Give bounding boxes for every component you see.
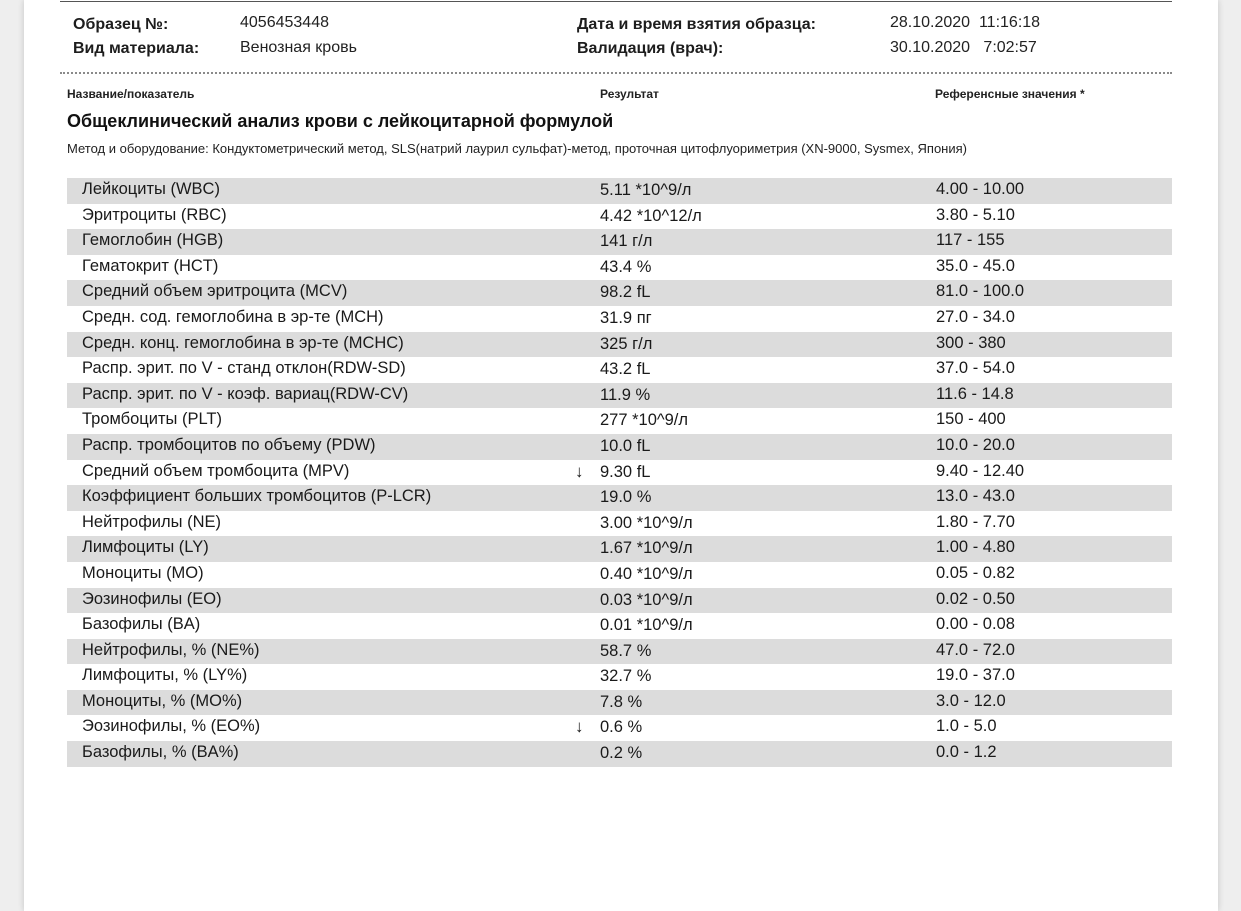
top-rule — [60, 1, 1172, 2]
test-result: 141 г/л — [600, 232, 653, 251]
test-name: Средний объем эритроцита (MCV) — [82, 282, 348, 301]
reference-range: 19.0 - 37.0 — [936, 666, 1015, 685]
result-row — [67, 332, 1172, 358]
result-row — [67, 511, 1172, 537]
reference-range: 10.0 - 20.0 — [936, 435, 1015, 454]
result-row — [67, 715, 1172, 741]
low-flag-icon: ↓ — [575, 717, 584, 737]
reference-range: 3.80 - 5.10 — [936, 205, 1015, 224]
test-name: Распр. тромбоцитов по объему (PDW) — [82, 435, 376, 454]
result-row — [67, 204, 1172, 230]
reference-range: 11.6 - 14.8 — [936, 384, 1014, 403]
test-result: 43.4 % — [600, 257, 652, 276]
reference-range: 3.0 - 12.0 — [936, 691, 1006, 710]
test-result: 0.01 *10^9/л — [600, 616, 693, 635]
reference-range: 0.05 - 0.82 — [936, 563, 1015, 582]
result-row — [67, 434, 1172, 460]
low-flag-icon: ↓ — [575, 461, 584, 481]
test-name: Гематокрит (HCT) — [82, 256, 219, 275]
result-row — [67, 229, 1172, 255]
test-name: Тромбоциты (PLT) — [82, 410, 222, 429]
result-row — [67, 306, 1172, 332]
validation-label: Валидация (врач): — [577, 40, 724, 57]
test-name: Нейтрофилы (NE) — [82, 512, 221, 531]
test-result: 43.2 fL — [600, 360, 651, 379]
test-name: Коэффициент больших тромбоцитов (P-LCR) — [82, 487, 432, 506]
test-name: Лимфоциты (LY) — [82, 538, 209, 557]
reference-range: 150 - 400 — [936, 410, 1006, 429]
column-header-reference: Референсные значения * — [935, 87, 1085, 101]
result-row — [67, 280, 1172, 306]
test-name: Средн. сод. гемоглобина в эр-те (MCH) — [82, 307, 384, 326]
section-title: Общеклинический анализ крови с лейкоцитарной формулой — [67, 111, 614, 131]
validation-value: 30.10.2020 7:02:57 — [890, 39, 1037, 56]
result-row — [67, 460, 1172, 486]
test-name: Базофилы, % (BA%) — [82, 743, 239, 762]
test-result: 11.9 % — [600, 385, 651, 404]
collection-date-value: 28.10.2020 11:16:18 — [890, 14, 1041, 31]
test-result: 3.00 *10^9/л — [600, 513, 693, 532]
reference-range: 300 - 380 — [936, 333, 1006, 352]
reference-range: 47.0 - 72.0 — [936, 640, 1015, 659]
test-result: 5.11 *10^9/л — [600, 181, 692, 199]
column-header-result: Результат — [600, 87, 659, 101]
reference-range: 1.80 - 7.70 — [936, 512, 1015, 531]
test-result: 0.2 % — [600, 744, 643, 763]
test-name: Моноциты, % (MO%) — [82, 691, 243, 710]
reference-range: 35.0 - 45.0 — [936, 256, 1015, 275]
reference-range: 1.00 - 4.80 — [936, 538, 1015, 557]
test-result: 277 *10^9/л — [600, 411, 689, 430]
test-name: Базофилы (BA) — [82, 615, 201, 634]
test-name: Средн. конц. гемоглобина в эр-те (MCHC) — [82, 333, 404, 352]
sample-label: Образец №: — [73, 16, 169, 33]
test-result: 0.40 *10^9/л — [600, 564, 693, 583]
test-name: Моноциты (MO) — [82, 563, 204, 582]
test-name: Эритроциты (RBC) — [82, 205, 227, 224]
reference-range: 1.0 - 5.0 — [936, 717, 997, 736]
result-row — [67, 485, 1172, 511]
result-row — [67, 383, 1172, 409]
test-name: Средний объем тромбоцита (MPV) — [82, 461, 350, 480]
reference-range: 4.00 - 10.00 — [936, 180, 1025, 198]
test-result: 32.7 % — [600, 667, 652, 686]
test-name: Распр. эрит. по V - станд отклон(RDW-SD) — [82, 359, 406, 378]
result-row — [67, 178, 1172, 204]
test-result: 58.7 % — [600, 641, 652, 660]
test-name: Лимфоциты, % (LY%) — [82, 666, 248, 685]
result-row — [67, 741, 1172, 767]
test-result: 10.0 fL — [600, 436, 651, 455]
result-row — [67, 639, 1172, 665]
test-name: Гемоглобин (HGB) — [82, 231, 224, 250]
result-row — [67, 536, 1172, 562]
test-result: 7.8 % — [600, 692, 643, 711]
reference-range: 37.0 - 54.0 — [936, 359, 1015, 378]
collection-date-label: Дата и время взятия образца: — [577, 16, 816, 33]
test-result: 98.2 fL — [600, 283, 651, 302]
reference-range: 0.0 - 1.2 — [936, 743, 997, 762]
test-result: 31.9 пг — [600, 308, 652, 327]
result-row — [67, 690, 1172, 716]
sample-number: 4056453448 — [240, 14, 329, 31]
reference-range: 0.02 - 0.50 — [936, 589, 1015, 608]
result-row — [67, 613, 1172, 639]
results-table — [67, 178, 1172, 767]
test-name: Эозинофилы (EO) — [82, 589, 222, 608]
method-description: Метод и оборудование: Кондуктометрический метод, SLS(натрий лаурил сульфат)-метод, проточная цитофлуориметрия (XN-9000, Sysmex, Япония) — [67, 141, 967, 156]
test-name: Нейтрофилы, % (NE%) — [82, 640, 260, 659]
material-value: Венозная кровь — [240, 39, 357, 56]
result-row — [67, 562, 1172, 588]
test-result: 325 г/л — [600, 334, 653, 353]
dotted-divider — [60, 72, 1172, 74]
test-result: 0.6 % — [600, 718, 643, 737]
test-name: Распр. эрит. по V - коэф. вариац(RDW-CV) — [82, 384, 409, 403]
result-row — [67, 408, 1172, 434]
result-row — [67, 357, 1172, 383]
reference-range: 81.0 - 100.0 — [936, 282, 1025, 301]
test-result: 1.67 *10^9/л — [600, 539, 693, 558]
test-result: 0.03 *10^9/л — [600, 590, 693, 609]
result-row — [67, 588, 1172, 614]
material-label: Вид материала: — [73, 40, 200, 57]
reference-range: 13.0 - 43.0 — [936, 487, 1015, 506]
test-result: 4.42 *10^12/л — [600, 206, 702, 225]
test-name: Эозинофилы, % (EO%) — [82, 717, 261, 736]
reference-range: 9.40 - 12.40 — [936, 461, 1025, 480]
reference-range: 27.0 - 34.0 — [936, 307, 1015, 326]
test-name: Лейкоциты (WBC) — [82, 180, 220, 198]
reference-range: 117 - 155 — [936, 231, 1005, 250]
test-result: 19.0 % — [600, 488, 652, 507]
test-result: 9.30 fL — [600, 462, 651, 481]
result-row — [67, 664, 1172, 690]
column-header-name: Название/показатель — [67, 87, 195, 101]
result-row — [67, 255, 1172, 281]
reference-range: 0.00 - 0.08 — [936, 615, 1015, 634]
